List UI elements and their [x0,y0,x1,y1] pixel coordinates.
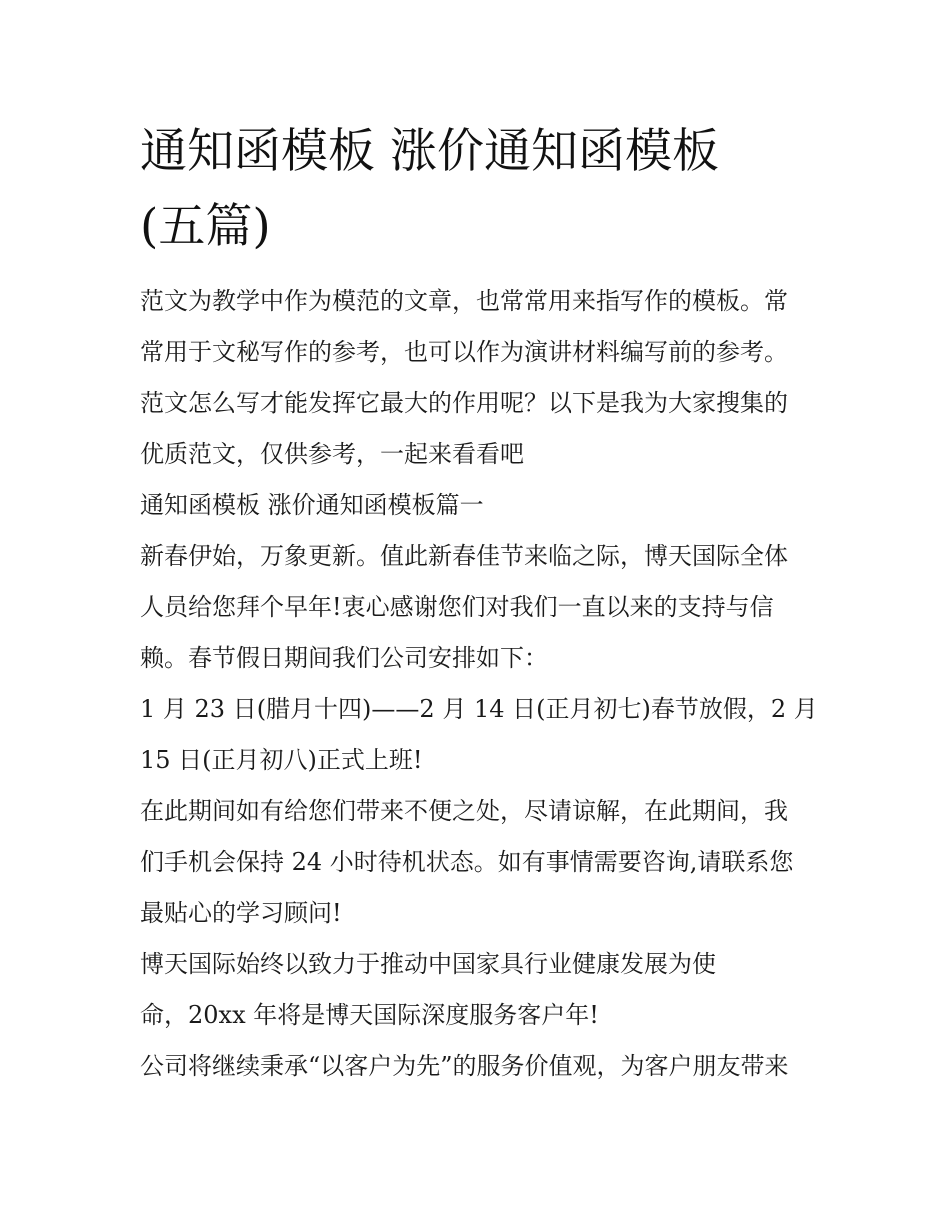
paragraph-intro [140,276,820,480]
text-line: 公司将继续秉承“以客户为先”的服务价值观，为客户朋友带来 [140,1052,789,1080]
text-line: 命，20xx 年将是博天国际深度服务客户年! [140,1001,599,1029]
paragraph-holiday-schedule [140,684,820,786]
section-heading [140,480,820,531]
document-body [140,276,820,1092]
text-line: 最贴心的学习顾问! [140,899,342,927]
text-line: 1 月 23 日(腊月十四)——2 月 14 日(正月初七)春节放假，2 月 [140,695,818,723]
text-line: 博天国际始终以致力于推动中国家具行业健康发展为使 [140,950,716,978]
title-line-1: 通知函模板 涨价通知函模板 [140,124,719,179]
paragraph-apology [140,786,820,939]
text-line: 们手机会保持 24 小时待机状态。如有事情需要咨询,请联系您 [140,848,794,876]
paragraph-greeting [140,531,820,684]
paragraph-values [140,1041,820,1092]
text-line: 15 日(正月初八)正式上班! [140,746,423,774]
text-line: 在此期间如有给您们带来不便之处，尽请谅解，在此期间，我 [140,797,788,825]
paragraph-mission [140,939,820,1041]
text-line: 范文怎么写才能发挥它最大的作用呢？以下是我为大家搜集的 [140,389,788,417]
section-heading-text: 通知函模板 涨价通知函模板篇一 [140,491,484,519]
text-line: 常用于文秘写作的参考，也可以作为演讲材料编写前的参考。 [140,338,788,366]
text-line: 新春伊始，万象更新。值此新春佳节来临之际，博天国际全体 [140,542,788,570]
document-title [140,114,820,264]
text-line: 优质范文，仅供参考，一起来看看吧 [140,440,524,468]
text-line: 赖。春节假日期间我们公司安排如下： [140,644,548,672]
text-line: 人员给您拜个早年!衷心感谢您们对我们一直以来的支持与信 [140,593,774,621]
text-line: 范文为教学中作为模范的文章，也常常用来指写作的模板。常 [140,287,788,315]
title-line-2: (五篇) [140,199,271,254]
